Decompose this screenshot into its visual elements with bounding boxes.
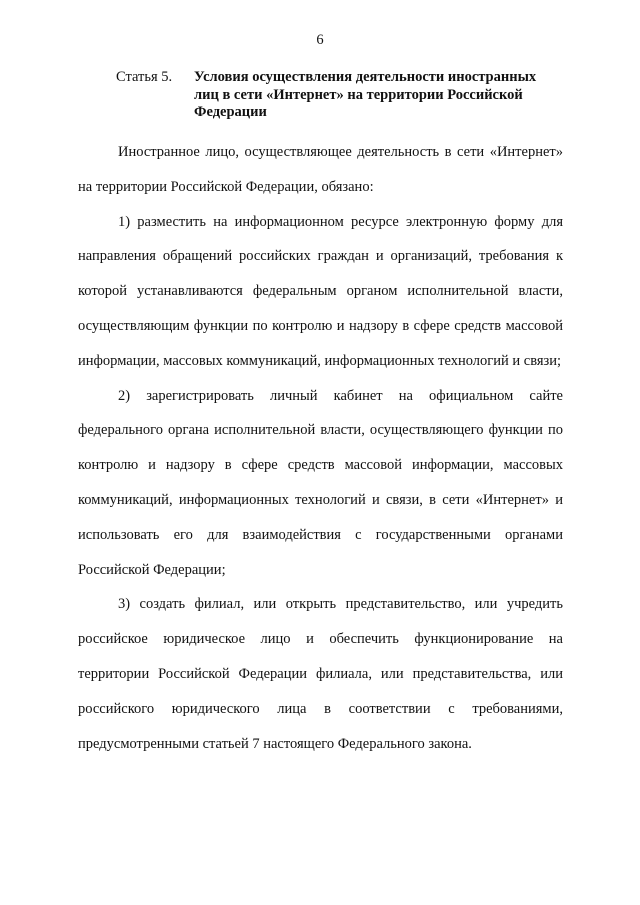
- article-title: Условия осуществления деятельности иностранных лиц в сети «Интернет» на территории Российской Федерации: [194, 69, 537, 120]
- paragraph-item-1: 1) разместить на информационном ресурсе электронную форму для направления обращений российских граждан и организаций, требования к которой устанавливаются федеральным органом исполнительной власти, осуществляющим функции по контролю и надзору в сфере средств массовой информации, массовых коммуникаций, информационных технологий и связи;: [78, 213, 563, 369]
- paragraph-item-3: 3) создать филиал, или открыть представительство, или учредить российское юридическое лицо и обеспечить функционирование на территории Российской Федерации филиала, или представительства, или российского юридического лица в соответствии с требованиями, предусмотренными статьей 7 настоящего Федерального закона.: [78, 596, 563, 752]
- paragraph-intro: Иностранное лицо, осуществляющее деятельность в сети «Интернет» на территории Российской Федерации, обязано:: [78, 144, 563, 195]
- article-label: Статья 5.: [116, 69, 173, 85]
- paragraph-item-2: 2) зарегистрировать личный кабинет на официальном сайте федерального органа исполнительной власти, осуществляющего функции по контролю и надзору в сфере средств массовой информации, массовых коммуникаций, информационных технологий и связи, в сети «Интернет» и использовать его для взаимодействия с государственными органами Российской Федерации;: [78, 387, 563, 578]
- page-number: 6: [316, 32, 324, 48]
- article-body: [78, 135, 563, 761]
